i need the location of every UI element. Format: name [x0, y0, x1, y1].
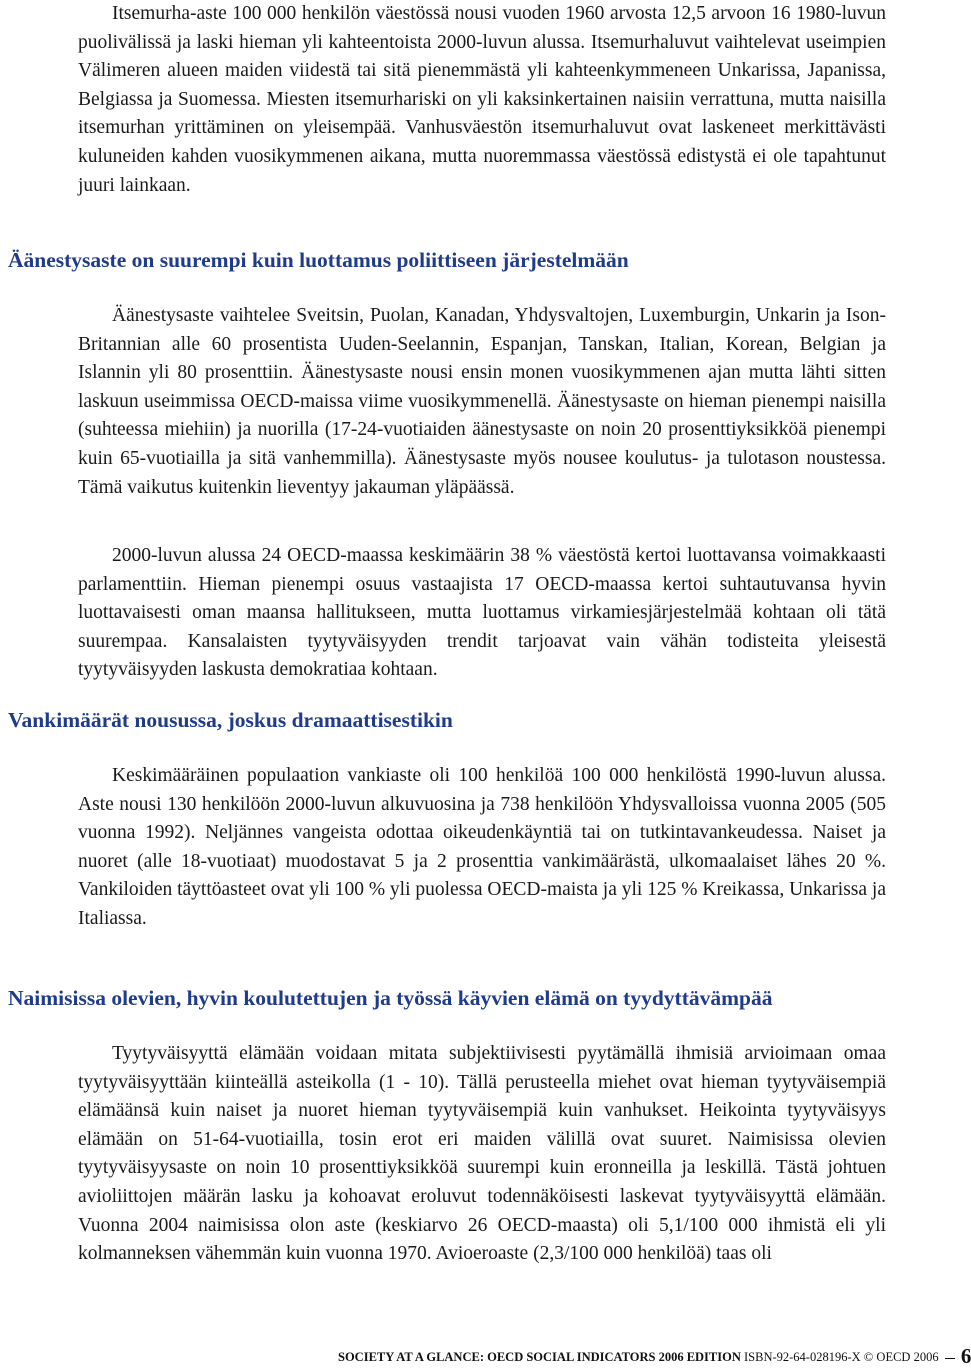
footer-isbn: ISBN-92-64-028196-X [744, 1350, 861, 1364]
suicide-paragraph-text: Itsemurha-aste 100 000 henkilön väestössä nousi vuoden 1960 arvosta 12,5 arvoon 16 1980-luvun puolivälissä ja laski hieman yli kahteentoista 2000-luvun alussa. Itsemurhaluvut vaihtelevat useimpien Välimeren alueen maiden viidestä tai sitä pienemmästä yli kahteenkymmeneen Unkarissa, Japanissa, Belgiassa ja Suomessa. Miesten itsemurhariski on yli kaksinkertainen naisiin verrattuna, mutta naisilla itsemurhan yrittäminen on yleisempää. Vanhusväestön itsemurhaluvut ovat laskeneet merkittävästi kuluneiden kahden vuosikymmenen aikana, mutta nuoremmassa väestössä edistystä ei ole tapahtunut juuri lainkaan. [78, 3, 886, 196]
voting-paragraph-2 [78, 542, 886, 685]
footer-dash-divider [945, 1358, 955, 1359]
prisoners-paragraph [78, 762, 886, 934]
suicide-paragraph [78, 0, 886, 200]
prisoners-heading: Vankimäärät nousussa, joskus dramaattisestikin [8, 708, 453, 732]
voting-paragraph-1-text: Äänestysaste vaihtelee Sveitsin, Puolan, Kanadan, Yhdysvaltojen, Luxemburgin, Unkarin ja Ison-Britannian alle 60 prosentista Uuden-Seelannin, Espanjan, Tanskan, Italian, Korean, Belgian ja Islannin yli 80 prosenttiin. Äänestysaste nousi ensin monen vuosikymmenen ajan mutta lähti sitten laskuun useimmissa OECD-maissa viime vuosikymmenellä. Äänestysaste on hieman pienempi naisilla (suhteessa miehiin) ja nuorilla (17-24-vuotiaiden äänestysaste on noin 20 prosenttiyksikköä pienempi kuin 65-vuotiailla ja sitä vanhemmilla). Äänestysaste myös nousee koulutus- ja tulotason noustessa. Tämä vaikutus kuitenkin lieventyy jakauman yläpäässä. [78, 305, 886, 498]
voting-paragraph-1 [78, 302, 886, 502]
prisoners-paragraph-text: Keskimääräinen populaation vankiaste oli 100 henkilöä 100 000 henkilöstä 1990-luvun alussa. Aste nousi 130 henkilöön 2000-luvun alkuvuosina ja 738 henkilöön Yhdysvalloissa vuonna 2005 (505 vuonna 1992). Neljännes vangeista odottaa oikeudenkäyntiä tai on tutkintavankeudessa. Naiset ja nuoret (alle 18-vuotiaat) muodostavat 5 ja 2 prosenttia vankimäärästä, ulkomaalaiset lähes 20 %. Vankiloiden täyttöasteet ovat yli 100 % yli puolessa OECD-maista ja yli 125 % Kreikassa, Unkarissa ja Italiassa. [78, 765, 886, 929]
life-satisfaction-heading: Naimisissa olevien, hyvin koulutettujen ja työssä käyvien elämä on tyydyttävämpää [8, 986, 773, 1010]
page-number: 6 [960, 1344, 971, 1368]
voting-heading: Äänestysaste on suurempi kuin luottamus poliittiseen järjestelmään [8, 248, 629, 272]
life-satisfaction-paragraph [78, 1040, 886, 1269]
footer-copyright: © OECD 2006 [863, 1350, 939, 1364]
page-footer [338, 1344, 971, 1369]
footer-publication-title: SOCIETY AT A GLANCE: OECD SOCIAL INDICATORS 2006 EDITION [338, 1350, 741, 1364]
life-satisfaction-paragraph-text: Tyytyväisyyttä elämään voidaan mitata subjektiivisesti pyytämällä ihmisiä arvioimaan omaa tyytyväisyyttään kiinteällä asteikolla (1 - 10). Tällä perusteella miehet ovat hieman tyytyväisempiä elämäänsä kuin naiset ja nuoret hieman tyytyväisempiä kuin vanhukset. Heikointa tyytyväisyys elämään on 51-64-vuotiailla, tosin erot eri maiden välillä ovat suuret. Naimisissa olevien tyytyväisyysaste on noin 10 prosenttiyksikköä suurempi kuin eronneilla ja leskillä. Tästä johtuen avioliittojen määrän lasku ja kohoavat eroluvut todennäköisesti laskevat tyytyväisyyttä elämään. Vuonna 2004 naimisissa olon aste (keskiarvo 26 OECD-maasta) oli 5,1/100 000 ihmistä eli yli kolmanneksen vähemmän kuin vuonna 1970. Avioeroaste (2,3/100 000 henkilöä) taas oli [78, 1043, 886, 1265]
voting-paragraph-2-text: 2000-luvun alussa 24 OECD-maassa keskimäärin 38 % väestöstä kertoi luottavansa voimakkaasti parlamenttiin. Hieman pienempi osuus vastaajista 17 OECD-maassa kertoi suhtautuvansa hyvin luottavaisesti oman maansa hallitukseen, mutta luottamus virkamiesjärjestelmää kohtaan oli tätä suurempaa. Kansalaisten tyytyväisyyden trendit tarjoavat vain vähän todisteita yleisestä tyytyväisyyden laskusta demokratiaa kohtaan. [78, 545, 886, 681]
